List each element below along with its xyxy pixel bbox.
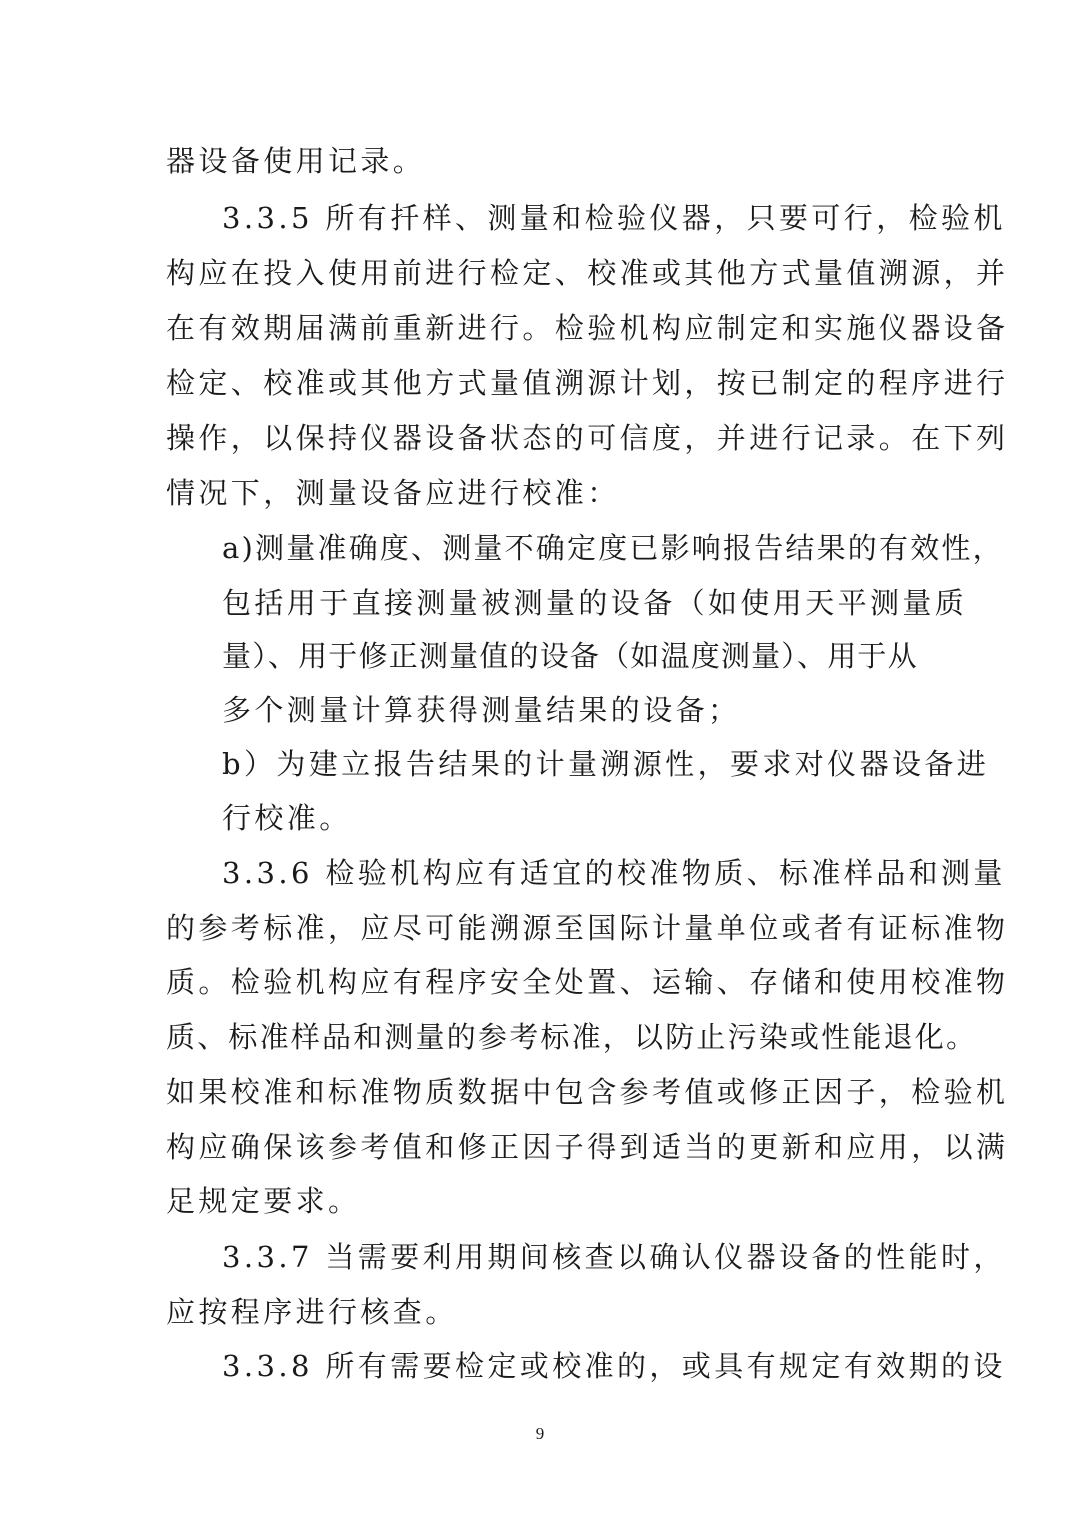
- text-line-10: 量）、用于修正测量值的设备（如温度测量）、用于从: [222, 639, 918, 673]
- text-line-18: 如果校准和标准物质数据中包含参考值或修正因子，检验机: [166, 1075, 1009, 1109]
- text-line-3: 构应在投入使用前进行检定、校准或其他方式量值溯源，并: [166, 256, 1009, 290]
- text-line-2: 3.3.5 所有扦样、测量和检验仪器，只要可行，检验机: [222, 201, 1006, 235]
- text-line-9: 包括用于直接测量被测量的设备（如使用天平测量质: [222, 586, 968, 620]
- text-line-21: 3.3.7 当需要利用期间核查以确认仪器设备的性能时，: [222, 1240, 1006, 1274]
- text-line-15: 的参考标准，应尽可能溯源至国际计量单位或者有证标准物: [166, 911, 1009, 945]
- text-line-7: 情况下，测量设备应进行校准：: [166, 476, 620, 510]
- text-line-14: 3.3.6 检验机构应有适宜的校准物质、标准样品和测量: [222, 856, 1006, 890]
- text-line-8: a)测量准确度、测量不确定度已影响报告结果的有效性，: [222, 531, 1004, 565]
- text-line-19: 构应确保该参考值和修正因子得到适当的更新和应用，以满: [166, 1130, 1009, 1164]
- text-line-11: 多个测量计算获得测量结果的设备；: [222, 693, 741, 727]
- page-number: 9: [535, 1424, 545, 1443]
- text-line-6: 操作，以保持仪器设备状态的可信度，并进行记录。在下列: [166, 421, 1009, 455]
- text-line-22: 应按程序进行核查。: [166, 1295, 458, 1329]
- text-line-16: 质。检验机构应有程序安全处置、运输、存储和使用校准物: [166, 965, 1009, 999]
- text-line-13: 行校准。: [222, 801, 352, 835]
- text-line-23: 3.3.8 所有需要检定或校准的，或具有规定有效期的设: [222, 1349, 1006, 1383]
- text-line-5: 检定、校准或其他方式量值溯源计划，按已制定的程序进行: [166, 366, 1009, 400]
- text-line-17: 质、标准样品和测量的参考标准，以防止污染或性能退化。: [166, 1020, 978, 1054]
- text-line-4: 在有效期届满前重新进行。检验机构应制定和实施仪器设备: [166, 311, 1009, 345]
- text-line-20: 足规定要求。: [166, 1184, 361, 1218]
- text-line-12: b）为建立报告结果的计量溯源性，要求对仪器设备进: [222, 747, 990, 781]
- text-line-1: 器设备使用记录。: [166, 144, 426, 178]
